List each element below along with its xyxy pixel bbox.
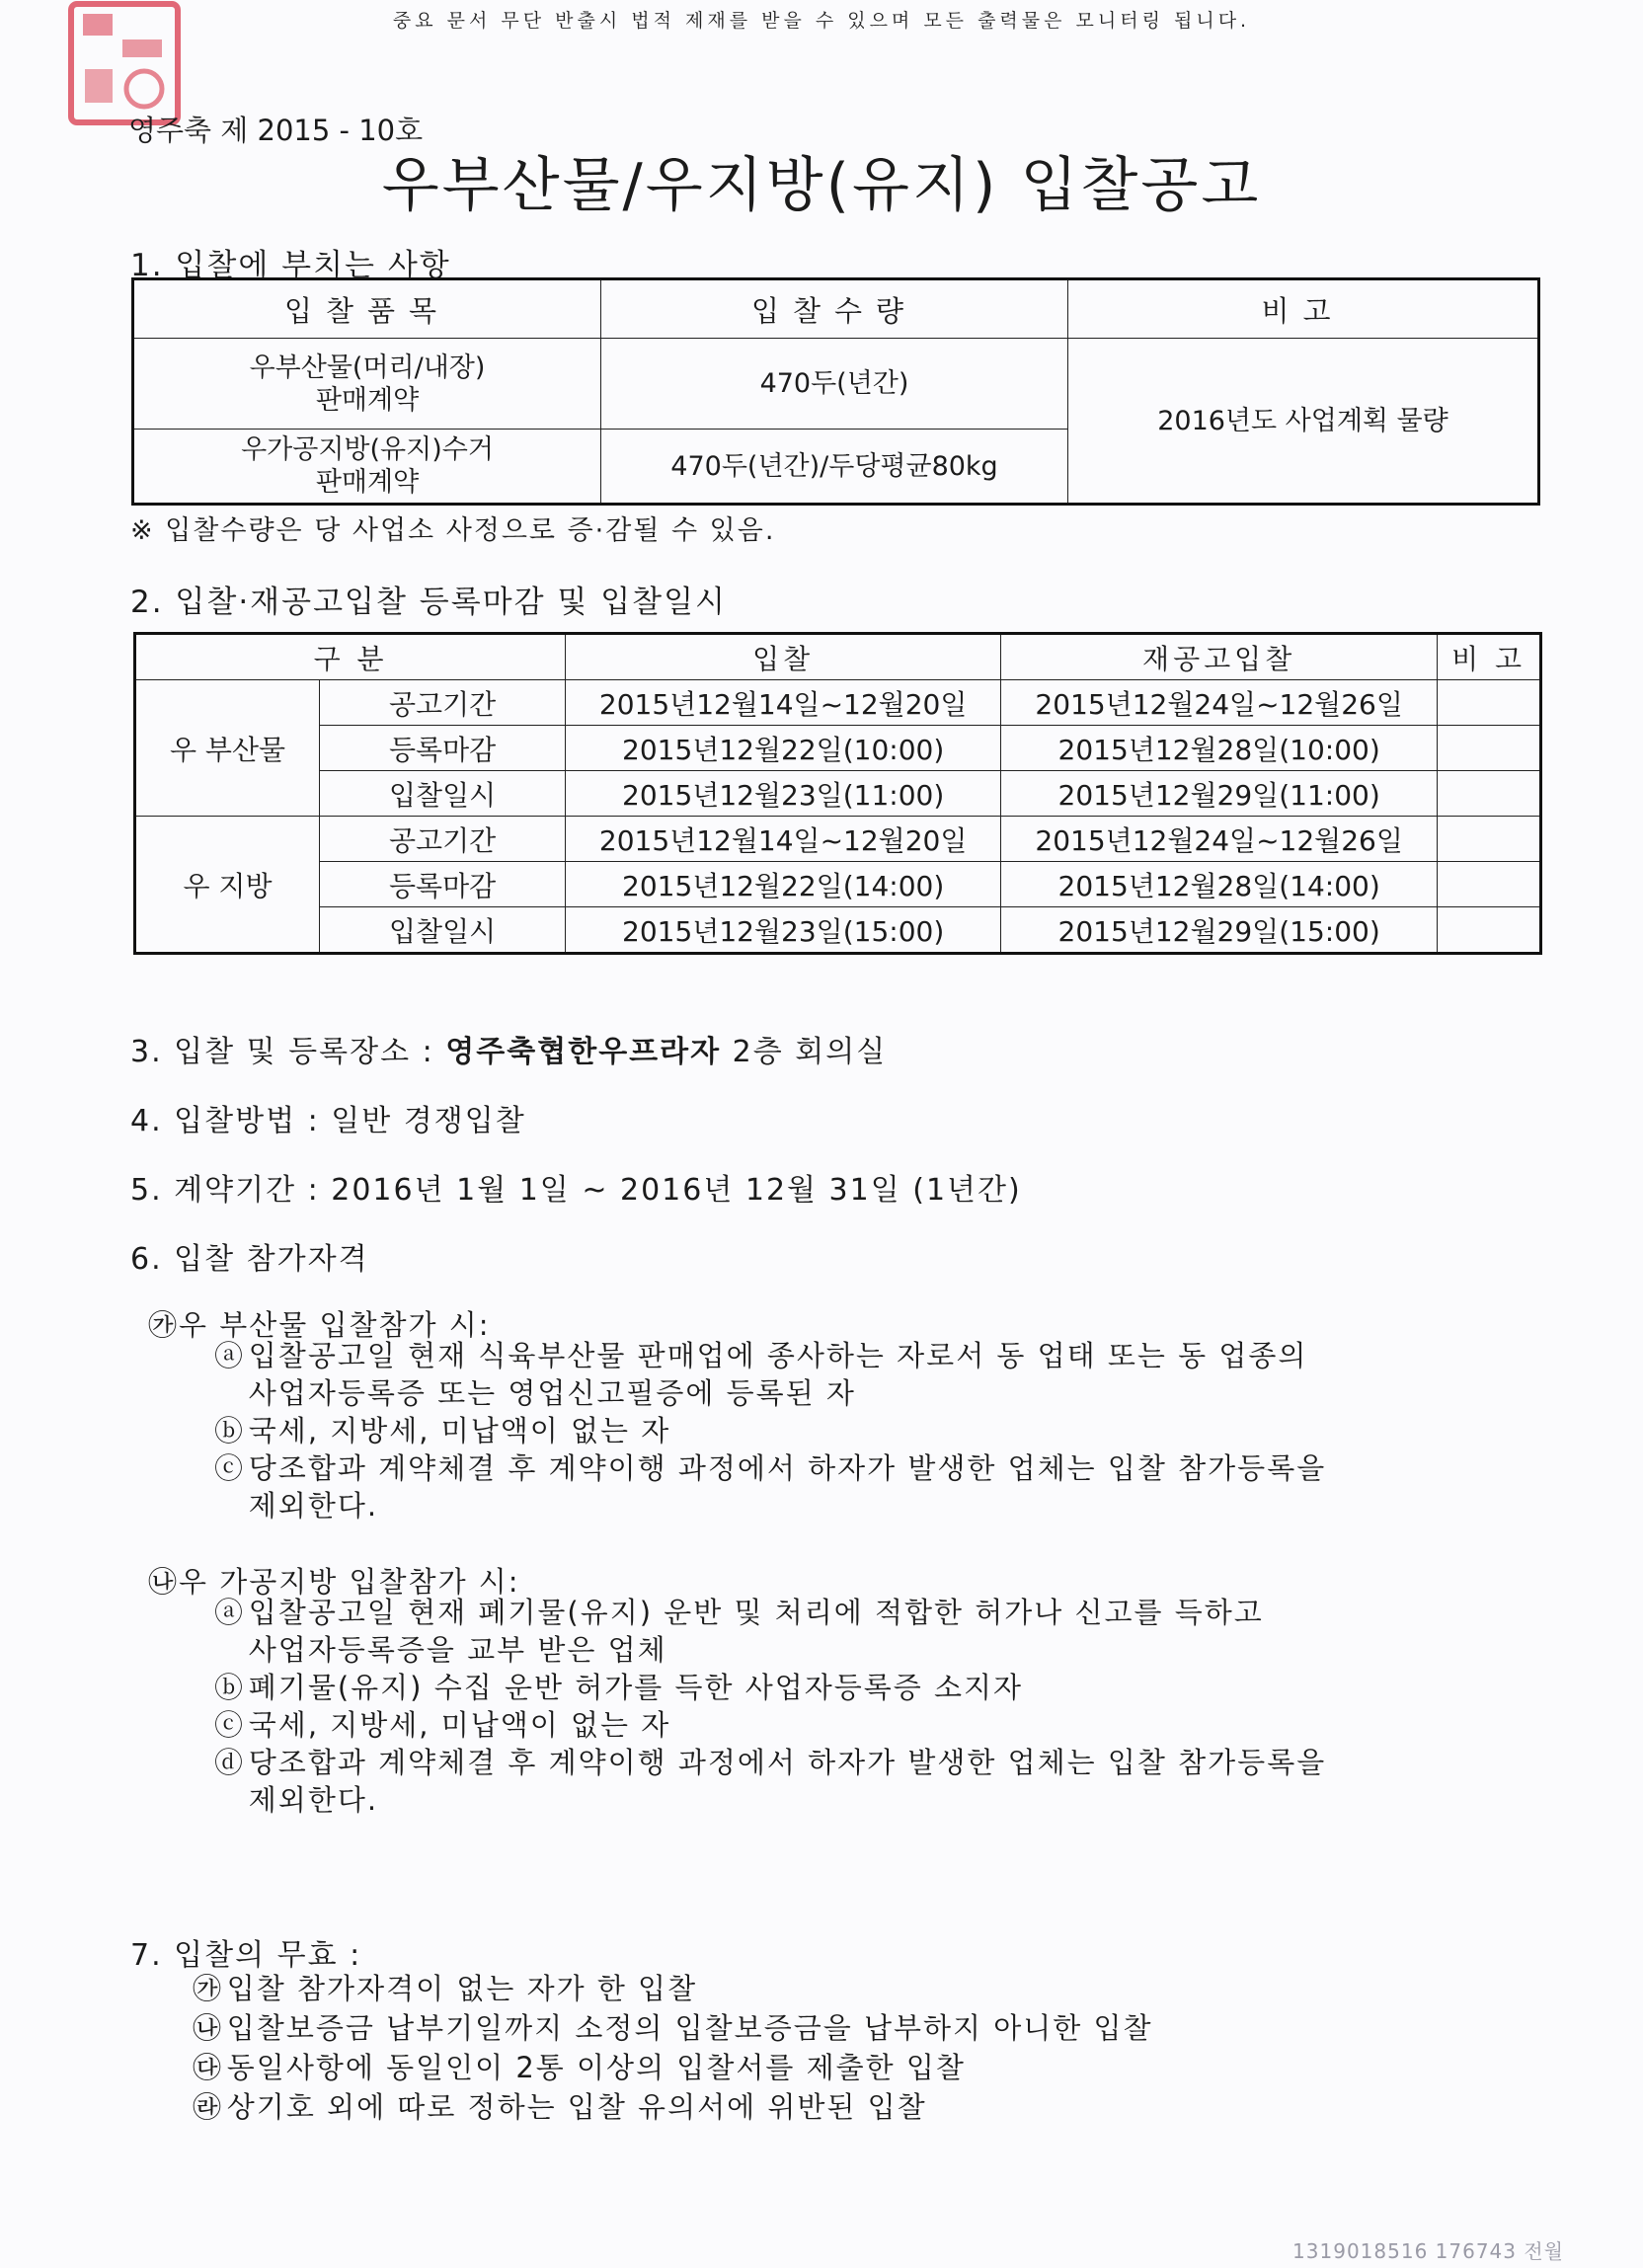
item-text: 상기호 외에 따로 정하는 입찰 유의서에 위반된 입찰 <box>226 2090 927 2124</box>
row-label: 공고기간 <box>320 680 566 726</box>
item-text: 국세, 지방세, 미납액이 없는 자 <box>248 1414 671 1447</box>
table-cell-qty: 470두(년간) <box>601 339 1068 430</box>
quantity-note: ※ 입찰수량은 당 사업소 사정으로 증·감될 수 있음. <box>130 515 776 546</box>
remark-cell <box>1438 862 1541 907</box>
list-item <box>214 1594 1264 1669</box>
rebid-date: 2015년12월29일(11:00) <box>1001 771 1438 817</box>
list-item <box>193 2009 1153 2047</box>
item-text: 당조합과 계약체결 후 계약이행 과정에서 하자가 발생한 업체는 입찰 참가등록을 <box>248 1746 1327 1779</box>
bid-date: 2015년12월14일~12월20일 <box>566 680 1001 726</box>
rebid-date: 2015년12월29일(15:00) <box>1001 907 1438 954</box>
page-title: 우부산물/우지방(유지) 입찰공고 <box>381 151 1262 220</box>
item-text-cont: 제외한다. <box>248 1489 379 1523</box>
rebid-date: 2015년12월28일(14:00) <box>1001 862 1438 907</box>
remark-cell <box>1438 907 1541 954</box>
section-2-heading: 2. 입찰·재공고입찰 등록마감 및 입찰일시 <box>130 585 727 620</box>
remark-cell <box>1438 726 1541 771</box>
bid-items-table <box>131 277 1540 506</box>
group-label: 우 부산물 <box>135 680 320 817</box>
row-label: 입찰일시 <box>320 907 566 954</box>
section-4-method: 4. 입찰방법 : 일반 경쟁입찰 <box>130 1104 526 1138</box>
circled-marker: ㉮ <box>193 1972 224 2005</box>
remark-cell <box>1438 680 1541 726</box>
column-header: 입찰품목 <box>133 279 601 339</box>
section-3-location <box>130 1027 887 1070</box>
list-item <box>193 2049 966 2086</box>
list-item <box>193 1970 697 2007</box>
item-text: 폐기물(유지) 수집 운반 허가를 득한 사업자등록증 소지자 <box>248 1671 1024 1704</box>
rebid-date: 2015년12월24일~12월26일 <box>1001 817 1438 862</box>
circled-marker: ⓑ <box>214 1414 246 1447</box>
rebid-date: 2015년12월28일(10:00) <box>1001 726 1438 771</box>
circled-marker: ⓐ <box>214 1339 246 1372</box>
list-item <box>214 1744 1326 1819</box>
item-text-cont: 제외한다. <box>248 1783 379 1817</box>
circled-marker: ㉯ <box>193 2011 224 2045</box>
item-text: 입찰보증금 납부기일까지 소정의 입찰보증금을 납부하지 아니한 입찰 <box>226 2011 1153 2045</box>
circled-marker: ㉯ <box>148 1565 180 1599</box>
table-cell-qty: 470두(년간)/두당평균80kg <box>601 430 1068 505</box>
circled-marker: ⓐ <box>214 1596 246 1629</box>
section-6-heading: 6. 입찰 참가자격 <box>130 1242 369 1277</box>
column-header: 입찰수량 <box>601 279 1068 339</box>
column-header: 구 분 <box>135 634 566 680</box>
item-text: 동일사항에 동일인이 2통 이상의 입찰서를 제출한 입찰 <box>226 2051 966 2084</box>
remark-cell <box>1438 817 1541 862</box>
qualification-title-text: 우 가공지방 입찰참가 시: <box>179 1565 520 1599</box>
venue-name: 영주축협한우프라자 <box>445 1035 722 1069</box>
row-label: 등록마감 <box>320 862 566 907</box>
column-header: 입찰 <box>566 634 1001 680</box>
row-label: 입찰일시 <box>320 771 566 817</box>
section-7-heading: 7. 입찰의 무효 : <box>130 1938 362 1973</box>
schedule-table <box>133 632 1542 955</box>
circled-marker: ⓑ <box>214 1671 246 1704</box>
section-5-period: 5. 계약기간 : 2016년 1월 1일 ~ 2016년 12월 31일 (1년간) <box>130 1173 1022 1208</box>
bid-date: 2015년12월22일(10:00) <box>566 726 1001 771</box>
list-item <box>214 1449 1326 1525</box>
row-label: 등록마감 <box>320 726 566 771</box>
circled-marker: ㉰ <box>193 2051 224 2084</box>
item-text: 입찰 참가자격이 없는 자가 한 입찰 <box>226 1972 698 2005</box>
circled-marker: ⓓ <box>214 1746 246 1779</box>
column-header: 비 고 <box>1438 634 1541 680</box>
bid-date: 2015년12월23일(11:00) <box>566 771 1001 817</box>
section-1-heading: 1. 입찰에 부치는 사항 <box>130 248 451 283</box>
item-text: 입찰공고일 현재 식육부산물 판매업에 종사하는 자로서 동 업태 또는 동 업종의 <box>248 1339 1308 1372</box>
remark-cell <box>1438 771 1541 817</box>
item-text-cont: 사업자등록증을 교부 받은 업체 <box>248 1633 667 1667</box>
circled-marker: ⓒ <box>214 1451 246 1485</box>
table-cell-item: 우부산물(머리/내장) 판매계약 <box>133 339 601 430</box>
item-text: 당조합과 계약체결 후 계약이행 과정에서 하자가 발생한 업체는 입찰 참가등록을 <box>248 1451 1327 1485</box>
bid-date: 2015년12월22일(14:00) <box>566 862 1001 907</box>
item-text: 국세, 지방세, 미납액이 없는 자 <box>248 1708 671 1742</box>
confidential-notice: 중요 문서 무단 반출시 법적 제재를 받을 수 있으며 모든 출력물은 모니터링 됩니다. <box>392 10 1251 32</box>
venue-room: 2층 회의실 <box>721 1035 888 1069</box>
rebid-date: 2015년12월24일~12월26일 <box>1001 680 1438 726</box>
qualification-title-text: 우 부산물 입찰참가 시: <box>179 1308 491 1342</box>
list-item <box>214 1412 670 1449</box>
section-3-label: 3. 입찰 및 등록장소 : <box>130 1035 434 1069</box>
table-cell-remark: 2016년도 사업계획 물량 <box>1068 339 1539 505</box>
bid-date: 2015년12월23일(15:00) <box>566 907 1001 954</box>
document-number: 영주축 제 2015 - 10호 <box>128 114 424 147</box>
circled-marker: ㉱ <box>193 2090 224 2124</box>
bid-date: 2015년12월14일~12월20일 <box>566 817 1001 862</box>
table-cell-item: 우가공지방(유지)수거 판매계약 <box>133 430 601 505</box>
item-text-cont: 사업자등록증 또는 영업신고필증에 등록된 자 <box>248 1376 856 1410</box>
group-label: 우 지방 <box>135 817 320 954</box>
list-item <box>214 1669 1023 1706</box>
circled-marker: ⓒ <box>214 1708 246 1742</box>
column-header: 재공고입찰 <box>1001 634 1438 680</box>
footer-code: 1319018516 176743 전월 <box>1292 2239 1564 2263</box>
circled-marker: ㉮ <box>148 1308 180 1342</box>
list-item <box>214 1706 670 1744</box>
item-text: 입찰공고일 현재 폐기물(유지) 운반 및 처리에 적합한 허가나 신고를 득하고 <box>248 1596 1264 1629</box>
list-item <box>214 1337 1307 1412</box>
row-label: 공고기간 <box>320 817 566 862</box>
list-item <box>193 2088 927 2126</box>
column-header: 비고 <box>1068 279 1539 339</box>
